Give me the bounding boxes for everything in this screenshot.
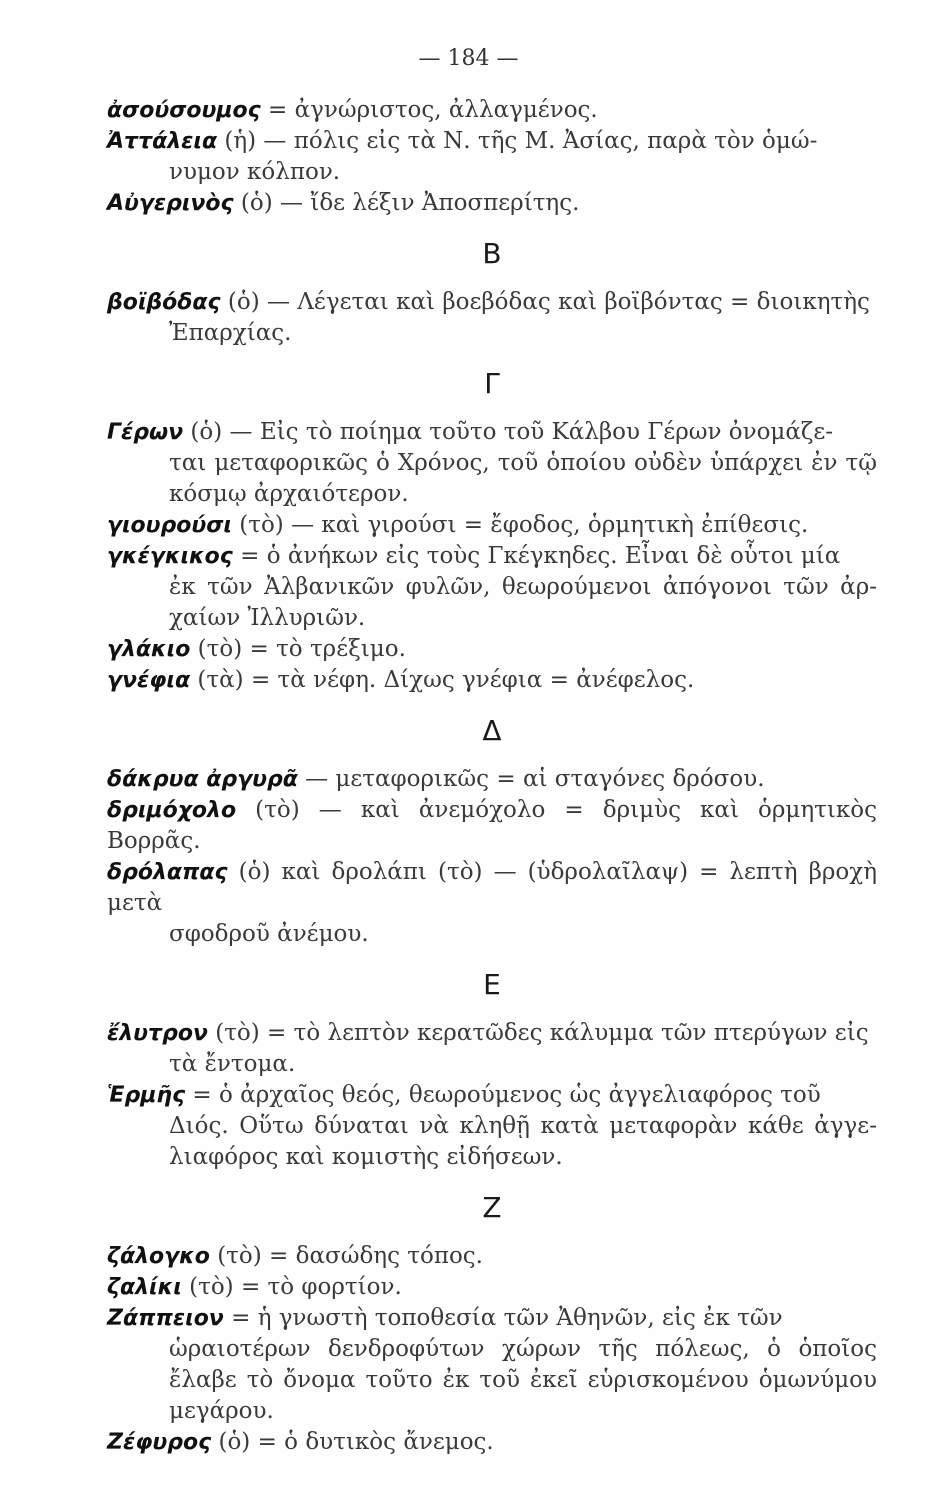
glossary-entry (107, 287, 877, 349)
section-z (107, 1193, 877, 1458)
glossary-entry (107, 126, 877, 188)
glossary-body (107, 95, 877, 1458)
definition-continuation: Ἐπαρχίας. (169, 320, 292, 346)
definition-continuation: νυμον κόλπον. (169, 159, 341, 185)
section-g (107, 369, 877, 696)
definition-continuation: ται μεταφορικῶς ὁ Χρόνος, τοῦ ὁποίου οὐδὲν ὑπάρχει ἐν τῷ κόσμῳ ἀρχαιότερον. (169, 450, 877, 507)
definition: (ὁ) — Εἰς τὸ ποίημα τοῦτο τοῦ Κάλβου Γέρων ὀνομάζε- (183, 419, 834, 445)
headword: Ζέφυρος (107, 1430, 212, 1455)
section-e (107, 970, 877, 1173)
headword: γνέφια (107, 668, 191, 693)
headword: βοϊβόδας (107, 290, 221, 315)
headword: Αὐγερινὸς (107, 191, 234, 216)
definition: = ὁ ἀρχαῖος θεός, θεωρούμενος ὡς ἀγγελιαφόρος τοῦ (185, 1082, 821, 1108)
section-d (107, 716, 877, 950)
glossary-entry (107, 1272, 877, 1303)
glossary-entry (107, 510, 877, 541)
definition: (τὸ) = τὸ τρέξιμο. (190, 636, 406, 662)
headword: γκέγκικος (107, 544, 233, 569)
definition: = ἡ γνωστὴ τοποθεσία τῶν Ἀθηνῶν, εἰς ἐκ τῶν (223, 1305, 783, 1331)
definition: = ὁ ἀνήκων εἰς τοὺς Γκέγκηδες. Εἶναι δὲ οὗτοι μία (232, 543, 841, 569)
definition: (τὰ) = τὰ νέφη. Δίχως γνέφια = ἀνέφελος. (190, 667, 695, 693)
page-number: — 184 — (418, 46, 519, 71)
section-letter-b: Β (482, 237, 502, 270)
glossary-entry (107, 1080, 877, 1173)
headword: δριμόχολο (107, 798, 237, 823)
glossary-entry (107, 188, 877, 219)
definition-continuation: σφοδροῦ ἀνέμου. (169, 921, 369, 947)
definition: (τὸ) — καὶ ἀνεμόχολο = δριμὺς καὶ ὁρμητικὸς Βορρᾶς. (107, 797, 877, 854)
glossary-entry (107, 541, 877, 634)
headword: ζάλογκο (107, 1244, 210, 1269)
headword: Γέρων (107, 420, 184, 445)
definition: (ἡ) — πόλις εἰς τὰ Ν. τῆς Μ. Ἀσίας, παρὰ τὸν ὁμώ- (217, 128, 818, 154)
glossary-entry (107, 665, 877, 696)
definition: (ὁ) — Λέγεται καὶ βοεβόδας καὶ βοϊβόντας = διοικητὴς (220, 289, 870, 315)
headword: ἔλυτρον (107, 1021, 208, 1046)
section-a (107, 95, 877, 219)
glossary-entry (107, 417, 877, 510)
headword: Ζάππειον (107, 1306, 224, 1331)
glossary-entry (107, 1427, 877, 1458)
glossary-entry (107, 1018, 877, 1080)
definition: (τὸ) = τὸ φορτίον. (181, 1274, 402, 1300)
headword: δρόλαπας (107, 860, 228, 885)
section-letter-e: Ε (483, 968, 501, 1001)
definition-continuation: τὰ ἔντομα. (169, 1051, 296, 1077)
definition: (ὁ) — ἴδε λέξιν Ἀποσπερίτης. (233, 190, 580, 216)
headword: δάκρυα ἀργυρᾶ (107, 767, 298, 792)
definition-continuation: ἐκ τῶν Ἀλβανικῶν φυλῶν, θεωρούμενοι ἀπόγονοι τῶν ἀρ-χαίων Ἰλλυριῶν. (169, 574, 877, 631)
section-letter-d: Δ (482, 714, 502, 747)
definition: (ὁ) = ὁ δυτικὸς ἄνεμος. (211, 1429, 494, 1455)
headword: γιουρούσι (107, 513, 232, 538)
headword: ἀσούσουμος (107, 98, 261, 123)
definition: — μεταφορικῶς = αἱ σταγόνες δρόσου. (297, 766, 765, 792)
glossary-entry (107, 795, 877, 857)
definition-continuation: ὡραιοτέρων δενδροφύτων χώρων τῆς πόλεως, ὁ ὁποῖος ἔλαβε τὸ ὄνομα τοῦτο ἐκ τοῦ ἐκεῖ εὑρισκομένου ὁμωνύμου μεγάρου. (169, 1336, 877, 1424)
headword: ζαλίκι (107, 1275, 182, 1300)
definition: = ἀγνώριστος, ἀλλαγμένος. (260, 97, 598, 123)
section-letter-g: Γ (484, 367, 500, 400)
headword: Ἑρμῆς (107, 1083, 186, 1108)
glossary-entry (107, 1303, 877, 1427)
headword: Ἀττάλεια (107, 129, 218, 154)
definition: (τὸ) = δασώδης τόπος. (209, 1243, 483, 1269)
glossary-entry (107, 95, 877, 126)
definition: (ὁ) καὶ δρολάπι (τὸ) — (ὑδρολαῖλαψ) = λεπτὴ βροχὴ μετὰ (107, 859, 877, 916)
headword: γλάκιο (107, 637, 191, 662)
glossary-entry (107, 764, 877, 795)
definition: (τὸ) = τὸ λεπτὸν κερατῶδες κάλυμμα τῶν πτερύγων εἰς (207, 1020, 869, 1046)
definition-continuation: Διός. Οὕτω δύναται νὰ κληθῇ κατὰ μεταφορὰν κάθε ἀγγε-λιαφόρος καὶ κομιστὴς εἰδήσεων. (169, 1113, 877, 1170)
glossary-entry (107, 857, 877, 950)
section-letter-z: Ζ (482, 1191, 502, 1224)
section-b (107, 239, 877, 349)
glossary-entry (107, 1241, 877, 1272)
definition: (τὸ) — καὶ γιρούσι = ἔφοδος, ὁρμητικὴ ἐπίθεσις. (231, 512, 809, 538)
glossary-entry (107, 634, 877, 665)
